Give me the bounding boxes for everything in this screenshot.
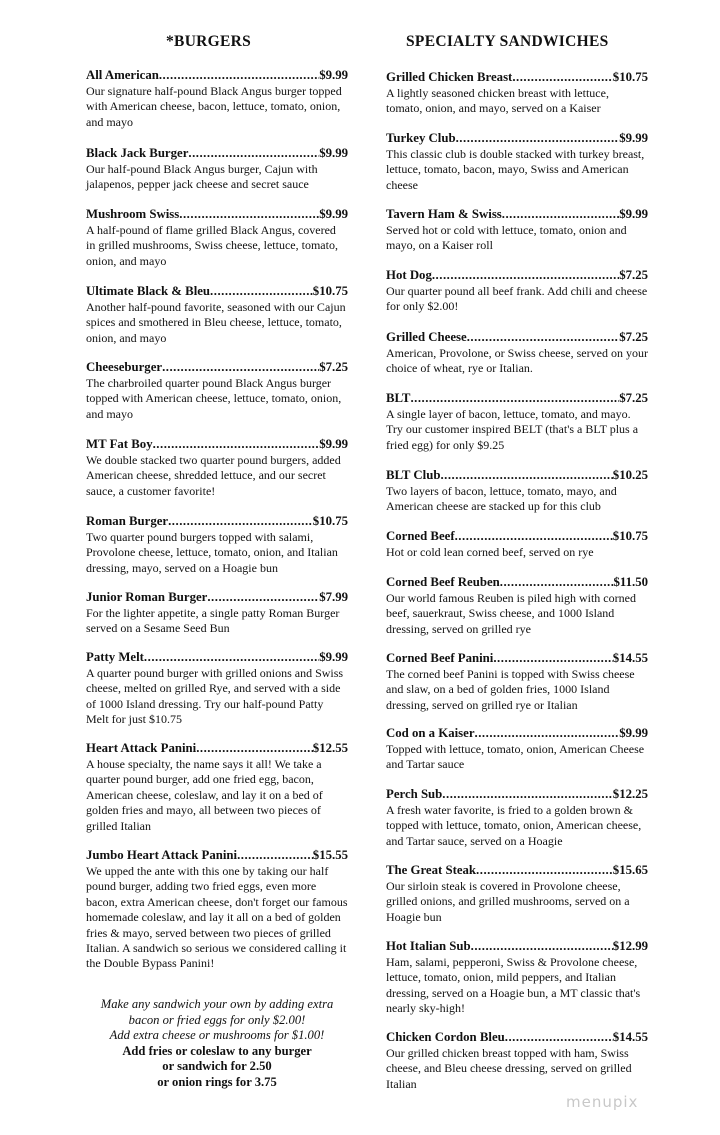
item-price: $7.25 [619,330,648,344]
menu-item [86,741,348,834]
menu-item [386,268,648,315]
item-description: A lightly seasoned chicken breast with lettuce, tomato, onion, and mayo, served on a Kaiser [386,86,609,116]
item-price: $7.25 [619,391,648,405]
item-description: A house specialty, the name says it all! We take a quarter pound burger, add one fried egg, bacon, American cheese, coleslaw, and lay it on a bed of golden fries and mayo, all between two pieces of grilled Italian [86,757,323,833]
item-name: Perch Sub [386,787,443,801]
add-ons-note [86,997,348,1090]
item-name: Cheeseburger [86,360,163,374]
menu-item [86,146,348,193]
item-price: $15.65 [612,863,648,877]
item-description: We double stacked two quarter pound burgers, added American cheese, shredded lettuce, and our secret sauce, a customer favorite! [86,453,341,498]
item-description: The charbroiled quarter pound Black Angus burger topped with American cheese, lettuce, tomato, onion, and mayo [86,376,342,421]
menu-item [386,863,648,925]
menu-item [86,284,348,346]
burgers-heading: *BURGERS [166,33,252,50]
item-name: BLT [386,391,411,405]
menu-item [86,590,348,637]
item-name: Heart Attack Panini [86,741,197,755]
item-name: Chicken Cordon Bleu [386,1030,505,1044]
leader-dots [440,468,612,483]
leader-dots [179,207,319,222]
item-name: All American [86,68,159,82]
item-price: $15.55 [312,848,348,862]
menu-item [86,514,348,576]
item-price: $9.99 [319,146,348,160]
leader-dots [475,726,620,741]
menu-item [386,575,648,637]
item-description: We upped the ante with this one by taking our half pound burger, adding two fried eggs, even more bacon, extra American cheese, don't forget our famous homemade coleslaw, and lay it all on a bed of golden fries & mayo, served between two pieces of grilled Italian. A sandwich so serious we considered calling it the Double Bypass Panini! [86,864,348,971]
item-price: $9.99 [319,207,348,221]
item-name: Tavern Ham & Swiss [386,207,502,221]
item-description: Our world famous Reuben is piled high with corned beef, sauerkraut, Swiss cheese, and 1000 Island dressing, served on grilled rye [386,591,636,636]
item-price: $9.99 [319,437,348,451]
item-description: Served hot or cold with lettuce, tomato, onion and mayo, on a Kaiser roll [386,223,627,253]
item-description: Our sirloin steak is covered in Provolone cheese, grilled onions, and grilled mushrooms, served on a Hoagie bun [386,879,630,924]
item-name: Hot Italian Sub [386,939,471,953]
note-sides-1: Add fries or coleslaw to any burger [122,1043,312,1058]
leader-dots [471,939,613,954]
menu-item [386,651,648,713]
item-price: $9.99 [319,650,348,664]
item-price: $14.55 [612,1030,648,1044]
item-description: A half-pound of flame grilled Black Angus, covered in grilled mushrooms, Swiss cheese, lettuce, tomato, onion, and mayo [86,223,338,268]
leader-dots [153,437,320,452]
item-name: Turkey Club [386,131,456,145]
item-price: $9.99 [619,207,648,221]
item-description: Our signature half-pound Black Angus burger topped with American cheese, bacon, lettuce, tomato, onion, and mayo [86,84,342,129]
item-price: $9.99 [319,68,348,82]
item-name: Cod on a Kaiser [386,726,475,740]
menu-item [386,468,648,515]
menu-item [386,330,648,377]
leader-dots [502,207,619,222]
item-name: Jumbo Heart Attack Panini [86,848,238,862]
note-extra-bacon: Make any sandwich your own by adding extra bacon or fried eggs for only $2.00! [100,997,334,1027]
leader-dots [456,131,620,146]
menu-item [386,529,648,560]
item-price: $14.55 [612,651,648,665]
item-description: Our quarter pound all beef frank. Add chili and cheese for only $2.00! [386,284,648,314]
leader-dots [162,360,319,375]
item-price: $10.75 [612,529,648,543]
item-name: Hot Dog [386,268,432,282]
item-name: Grilled Chicken Breast [386,70,513,84]
leader-dots [144,650,319,665]
item-price: $7.25 [619,268,648,282]
item-description: A quarter pound burger with grilled onions and Swiss cheese, melted on grilled Rye, and served with a side of 1000 Island dressing. Try our half-pound Patty Melt for just $10.75 [86,666,344,727]
item-price: $12.55 [312,741,348,755]
item-description: Topped with lettuce, tomato, onion, American Cheese and Tartar sauce [386,742,645,772]
item-description: Our half-pound Black Angus burger, Cajun with jalapenos, pepper jack cheese and secret sauce [86,162,318,192]
item-description: For the lighter appetite, a single patty Roman Burger served on a Sesame Seed Bun [86,606,340,636]
item-price: $9.99 [619,131,648,145]
item-price: $10.75 [312,284,348,298]
item-name: Black Jack Burger [86,146,189,160]
menu-item [386,787,648,849]
leader-dots [500,575,614,590]
item-name: Mushroom Swiss [86,207,180,221]
note-extra-cheese: Add extra cheese or mushrooms for $1.00! [109,1028,325,1042]
item-price: $12.25 [612,787,648,801]
leader-dots [467,330,620,345]
item-price: $11.50 [613,575,648,589]
leader-dots [455,529,613,544]
item-name: Corned Beef [386,529,455,543]
item-description: American, Provolone, or Swiss cheese, served on your choice of wheat, rye or Italian. [386,346,648,376]
item-description: Another half-pound favorite, seasoned with our Cajun spices and smothered in Bleu cheese, lettuce, tomato, onion, and mayo [86,300,346,345]
item-description: Two layers of bacon, lettuce, tomato, mayo, and American cheese are stacked up for this club [386,484,617,514]
menu-item [86,437,348,499]
item-description: The corned beef Panini is topped with Swiss cheese and slaw, on a bed of golden fries, 1000 Island dressing, served on grilled rye or Italian [386,667,635,712]
leader-dots [505,1030,613,1045]
leader-dots [410,391,619,406]
note-sides-2: or sandwich for 2.50 [162,1059,272,1073]
leader-dots [210,284,313,299]
item-description: This classic club is double stacked with turkey breast, lettuce, tomato, bacon, mayo, Swiss and American cheese [386,147,645,192]
menu-item [386,391,648,453]
item-description: A fresh water favorite, is fried to a golden brown & topped with lettuce, tomato, onion, American cheese, and Tartar sauce, served on a Hoagie [386,803,642,848]
menu-item [86,207,348,269]
item-name: Corned Beef Reuben [386,575,500,589]
item-name: Grilled Cheese [386,330,467,344]
item-name: MT Fat Boy [86,437,153,451]
menu-item [386,131,648,193]
item-name: The Great Steak [386,863,477,877]
menu-item [386,70,648,117]
leader-dots [159,68,319,83]
item-price: $10.75 [612,70,648,84]
leader-dots [207,590,319,605]
menu-item [386,207,648,254]
note-sides-3: or onion rings for 3.75 [157,1074,277,1089]
leader-dots [476,863,613,878]
item-description: A single layer of bacon, lettuce, tomato, and mayo. Try our customer inspired BELT (that's a BLT plus a fried egg) for only $9.25 [386,407,639,452]
item-name: Patty Melt [86,650,144,664]
menu-item [86,848,348,972]
menupix-watermark: menupix [566,1093,639,1111]
item-description: Two quarter pound burgers topped with salami, Provolone cheese, lettuce, tomato, onion, and Italian dressing, mayo, served on a Hoagie bun [86,530,338,575]
menu-item [86,68,348,130]
sandwiches-heading: SPECIALTY SANDWICHES [406,33,609,50]
leader-dots [188,146,319,161]
leader-dots [168,514,313,529]
item-name: Junior Roman Burger [86,590,208,604]
menu-item [86,360,348,422]
leader-dots [512,70,612,85]
item-description: Ham, salami, pepperoni, Swiss & Provolone cheese, lettuce, tomato, onion, mild peppers, and Italian dressing, served on a Hoagie bun, a MT classic that's nearly sky-high! [386,955,641,1016]
item-name: Corned Beef Panini [386,651,494,665]
item-price: $10.75 [312,514,348,528]
menu-item [86,650,348,728]
item-price: $7.25 [319,360,348,374]
item-description: Hot or cold lean corned beef, served on rye [386,545,594,559]
item-price: $10.25 [612,468,648,482]
menu-item [386,726,648,773]
item-name: BLT Club [386,468,441,482]
item-price: $7.99 [319,590,348,604]
item-name: Roman Burger [86,514,169,528]
item-description: Our grilled chicken breast topped with ham, Swiss cheese, and Bleu cheese dressing, served on grilled Italian [386,1046,632,1091]
item-price: $12.99 [612,939,648,953]
leader-dots [196,741,313,756]
item-price: $9.99 [619,726,648,740]
leader-dots [237,848,313,863]
menu-item [386,939,648,1017]
leader-dots [493,651,612,666]
menu-item [386,1030,648,1092]
leader-dots [432,268,619,283]
item-name: Ultimate Black & Bleu [86,284,211,298]
leader-dots [442,787,613,802]
